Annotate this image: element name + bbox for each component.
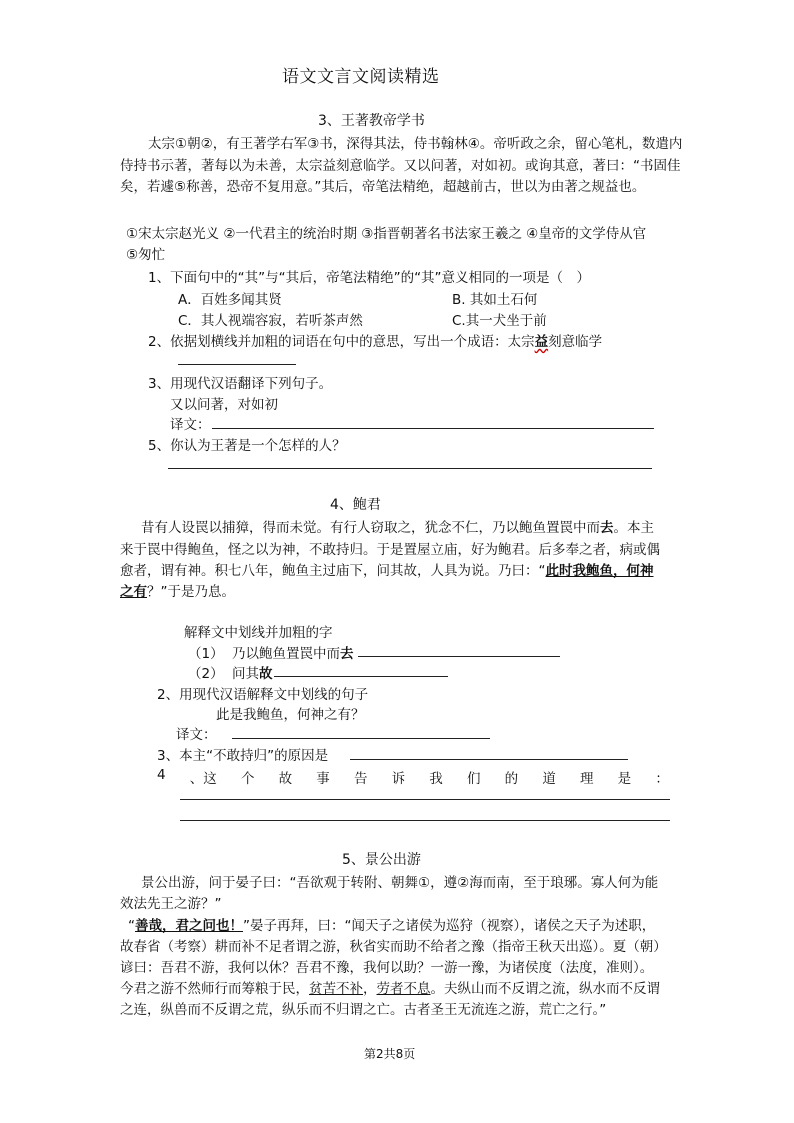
q4-char: 理 (579, 771, 594, 787)
sec3-q3-answer-line[interactable] (212, 428, 654, 429)
section-3-notes-cont: ⑤匆忙 (126, 247, 166, 263)
section-4-title: 4、鲍君 (330, 497, 381, 513)
sec5-passage-line-7: 之连，纵兽而不反谓之荒，纵乐而不归谓之亡。古者圣王无流连之游，荒亡之行。” (120, 1002, 607, 1018)
q4-char: 诉 (391, 771, 406, 787)
sec5-p6-comma: ， (363, 981, 377, 997)
sec5-p3-underlined: 善哉，君之问也！ (135, 918, 243, 934)
sec4-p3-underlined: 此时我鲍鱼，何神 (545, 563, 654, 579)
sec4-p1-bold-word: 去 (600, 520, 614, 536)
q4-char: 4 (157, 767, 166, 783)
sec4-p1-end: 。本主 (613, 520, 654, 536)
section-5-title: 5、景公出游 (342, 852, 421, 868)
q4-char: 道 (542, 771, 556, 787)
sec5-passage-line-1: 景公出游，问于晏子曰：“吾欲观于转附、朝舞①，遵②海而南，至于琅琊。寡人何为能 (141, 875, 659, 891)
sec5-p3-text: ”晏子再拜，曰：“闻天子之诸侯为巡狩（视察），诸侯之天子为述职， (243, 918, 656, 934)
sec3-q2-prefix: 2、依据划横线并加粗的词语在句中的意思，写出一个成语：太宗 (148, 334, 535, 350)
sec5-p6-end: 。夫纵山而不反谓之流，纵水而不反谓 (430, 981, 660, 997)
sec3-q1-option-b: B. 其如土石何 (452, 292, 538, 308)
sec4-passage-line-4 (120, 580, 235, 600)
sec3-question-1: 1、下面句中的“其”与“其后，帝笔法精绝”的“其”意义相同的一项是（ ） (148, 270, 591, 286)
sec3-q1-option-a: A．百姓多闻其贤 (178, 292, 282, 308)
sec3-q3-sentence: 又以问著，对如初 (170, 397, 278, 413)
section-3-passage (120, 134, 685, 199)
sec3-q1-option-c: C．其人视端容寂，若听茶声然 (178, 313, 363, 329)
sec4-passage-line-2: 来于罠中得鲍鱼，怪之以为神，不敢持归。于是置屋立庙，好为鲍君。后多奉之者，病或偶 (120, 542, 660, 558)
section-3-notes: ①宋太宗赵光义 ②一代君主的统治时期 ③指晋朝著名书法家王羲之 ④皇帝的文学侍从官 (126, 226, 647, 242)
sec5-p6-text: 今君之游不然师行而筹粮于民， (120, 981, 309, 997)
sec5-passage-line-4: 故春省（考察）耕而补不足者谓之游，秋省实而助不给者之豫（指帝王秋天出巡）。夏（朝） (120, 939, 667, 955)
q4-char: 事 (316, 771, 330, 787)
sec3-q2-marked-word: 益 (534, 334, 549, 350)
sec5-p6-underlined-1: 贫苦不补 (309, 981, 363, 997)
sec4-q1-number: （1） (188, 646, 224, 662)
sec4-question-3: 3、本主“不敢持归”的原因是 (157, 748, 329, 764)
section-3-title: 3、王著教帝学书 (318, 113, 425, 129)
sec4-p4-underlined: 之有 (120, 584, 147, 600)
sec4-q1-phrase: 乃以鲍鱼置罠中而 (232, 646, 340, 662)
sec4-question-intro: 解释文中划线并加粗的字 (184, 625, 333, 641)
sec4-q4-answer-line-2[interactable] (180, 820, 670, 821)
sec3-q2-suffix: 刻意临学 (548, 334, 603, 350)
q4-char: 们 (466, 771, 481, 787)
sec5-passage-line-3 (128, 914, 655, 934)
sec4-q1-bold-word: 去 (340, 646, 354, 662)
q4-char: 故 (278, 771, 293, 787)
q4-char: 、这 (189, 771, 217, 787)
q4-char: ： (655, 771, 669, 787)
sec4-p1-text: 昔有人设罠以捕獐，得而未觉。有行人窃取之，犹念不仁，乃以鲍鱼置罠中而 (141, 520, 600, 536)
sec4-q2-phrase: 问其 (232, 666, 259, 682)
q4-char: 个 (240, 771, 255, 787)
sec4-q2-text (232, 662, 273, 682)
document-title: 语文文言文阅读精选 (282, 67, 440, 87)
q4-char: 告 (353, 771, 368, 787)
page-number: 第2共8页 (364, 1047, 416, 1061)
q4-char: 的 (504, 771, 519, 787)
sec3-q5-answer-line[interactable] (168, 468, 652, 469)
sec5-passage-line-6 (120, 977, 660, 997)
sec5-passage-line-5: 谚曰：吾君不游，我何以休？吾君不豫，我何以助？一游一豫，为诸侯度（法度，准则）。 (120, 960, 654, 976)
sec4-p4-text: ？”于是乃息。 (147, 584, 235, 600)
sec4-passage-line-3 (120, 559, 654, 579)
sec4-q2-answer-line[interactable] (274, 676, 448, 677)
sec4-q1-text (232, 642, 354, 662)
sec3-q1-option-d: C.其一犬坐于前 (452, 313, 547, 329)
sec5-p6-underlined-2: 劳者不息 (376, 981, 431, 997)
sec4-q2-sentence: 此是我鲍鱼，何神之有？ (216, 707, 365, 723)
sec3-question-2 (148, 330, 602, 350)
sec3-q3-translation-label: 译文： (170, 417, 211, 433)
sec4-q1-answer-line[interactable] (358, 656, 560, 657)
sec3-q2-answer-line[interactable] (178, 364, 296, 365)
sec4-q3-answer-line[interactable] (350, 759, 628, 760)
q4-char: 我 (429, 771, 443, 787)
sec4-q2-bold-word: 故 (259, 666, 273, 682)
sec4-q4-answer-line-1[interactable] (180, 799, 670, 800)
sec4-q2-number: （2） (188, 666, 224, 682)
sec4-question-2: 2、用现代汉语解释文中划线的句子 (157, 687, 369, 703)
section-3-passage-text: 太宗①朝②，有王著学右军③书，深得其法，侍书翰林④。帝听政之余，留心笔札，数遣内侍持书示著，著每以为未善，太宗益刻意临学。又以问著，对如初。或询其意，著曰：“书固佳矣，若遽⑤称善，恐帝不复用意。”其后，帝笔法精绝，超越前古，世以为由著之规益也。 (120, 136, 683, 195)
sec5-passage-line-2: 效法先王之游？” (120, 896, 222, 912)
sec4-q2-translation-label: 译文： (176, 727, 217, 743)
sec4-q2-translation-line[interactable] (232, 738, 490, 739)
sec5-p3-open: “ (128, 918, 135, 934)
sec4-passage-line-1 (141, 516, 654, 536)
sec3-question-5: 5、你认为王著是一个怎样的人？ (148, 438, 346, 454)
sec4-p3-text: 愈者，谓有神。积七八年，鲍鱼主过庙下，问其故，人具为说。乃曰：“ (120, 563, 546, 579)
q4-char: 是 (617, 771, 632, 787)
sec3-question-3: 3、用现代汉语翻译下列句子。 (148, 376, 333, 392)
sec4-question-4 (157, 767, 669, 787)
